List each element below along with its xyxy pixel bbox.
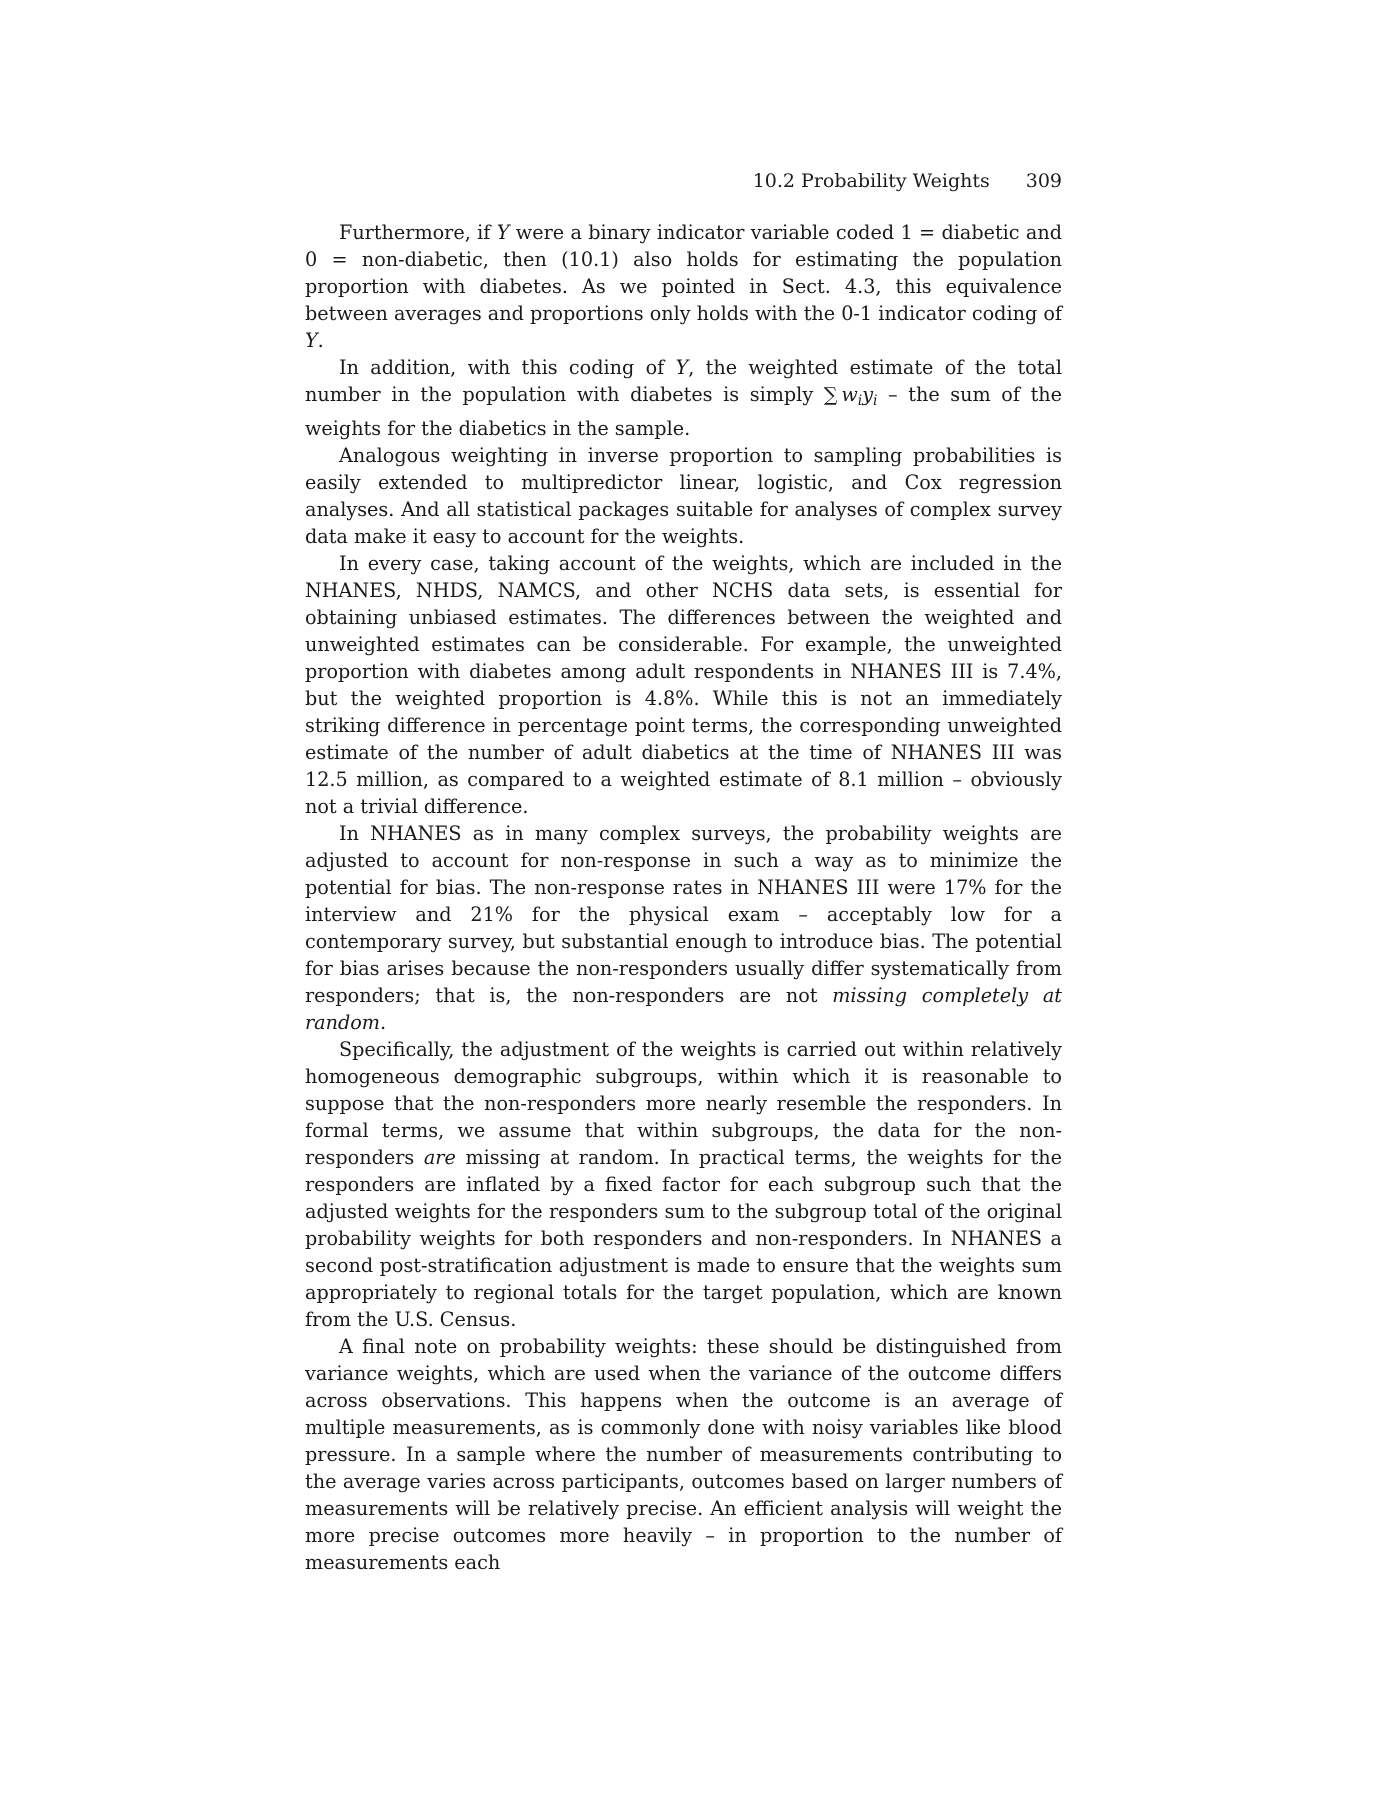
text-run: missing at random. In practical terms, the weights for the responders are inflated by a fixed factor for each subgroup such that the adjusted weights for the responders sum to the subgroup total of the original probability weights for both responders and non-responders. In NHANES a second post-stratification adjustment is made to ensure that the weights sum appropriately to regional totals for the target population, which are known from the U.S. Census. xyxy=(305,1146,1063,1332)
text-run: . xyxy=(317,329,324,352)
math-variable: Y xyxy=(675,356,689,379)
paragraph-6 xyxy=(305,1036,1062,1333)
paragraph-4: In every case, taking account of the weights, which are included in the NHANES, NHDS, NAMCS, and other NCHS data sets, is essential for obtaining unbiased estimates. The differences between the weighted and unweighted estimates can be considerable. For example, the unweighted proportion with diabetes among adult respondents in NHANES III is 7.4%, but the weighted proportion is 4.8%. While this is not an immediately striking difference in percentage point terms, the corresponding unweighted estimate of the number of adult diabetics at the time of NHANES III was 12.5 million, as compared to a weighted estimate of 8.1 million – obviously not a trivial difference. xyxy=(305,552,1062,819)
paragraph-5 xyxy=(305,820,1062,1036)
math-variable: Y xyxy=(496,221,510,244)
paragraph-3: Analogous weighting in inverse proportion to sampling probabilities is easily extended to multipredictor linear, logistic, and Cox regression analyses. And all statistical packages suitable for analyses of complex survey data make it easy to account for the weights. xyxy=(305,444,1062,549)
section-title: 10.2 Probability Weights xyxy=(752,170,990,192)
text-run: , the weighted estimate of the total number in the population with diabetes is simply xyxy=(305,356,1062,406)
running-header xyxy=(305,170,1062,200)
text-run: In addition, with this coding of xyxy=(339,356,676,379)
paragraph-7: A final note on probability weights: these should be distinguished from variance weights, which are used when the variance of the outcome differs across observations. This happens when the outcome is an average of multiple measurements, as is commonly done with noisy variables like blood pressure. In a sample where the number of measurements contributing to the average varies across participants, outcomes based on larger numbers of measurements will be relatively precise. An efficient analysis will weight the more precise outcomes more heavily – in proportion to the number of measurements each xyxy=(305,1335,1062,1575)
text-run: . xyxy=(380,1011,387,1035)
text-run: Furthermore, if xyxy=(339,221,497,244)
text-run: Specifically, the adjustment of the weights is carried out within relatively homogeneous demographic subgroups, within which it is reasonable to suppose that the non-responders more nearly resemble the responders. In formal terms, we assume that within subgroups, the data for the non-responders xyxy=(305,1038,1062,1170)
emphasis-text: missing completely at random xyxy=(305,984,1062,1035)
text-run: In NHANES as in many complex surveys, the probability weights are adjusted to account for non-response in such a way as to minimize the potential for bias. The non-response rates in NHANES III were 17% for the interview and 21% for the physical exam – acceptably low for a contemporary survey, but substantial enough to introduce bias. The potential for bias arises because the non-responders usually differ systematically from responders; that is, the non-responders are not xyxy=(305,822,1062,1008)
math-subscript: i xyxy=(873,393,878,410)
paragraph-1 xyxy=(305,219,1062,354)
text-run: – the sum of the weights for the diabetics in the sample. xyxy=(305,383,1062,441)
body-text xyxy=(305,219,1062,1576)
page-number: 309 xyxy=(1025,170,1062,192)
emphasis-text: are xyxy=(423,1146,456,1170)
math-subscript: i xyxy=(857,393,863,410)
sum-symbol: ∑ xyxy=(823,383,838,406)
paragraph-2 xyxy=(305,354,1062,442)
text-run: were a binary indicator variable coded 1 = diabetic and 0 = non-diabetic, then (10.1) also holds for estimating the population proportion with diabetes. As we pointed in Sect. 4.3, this equivalence between averages and proportions only holds with the 0-1 indicator coding of xyxy=(305,221,1062,325)
math-variable: Y xyxy=(305,329,318,352)
math-variable: y xyxy=(862,383,874,406)
math-variable: w xyxy=(841,383,858,406)
